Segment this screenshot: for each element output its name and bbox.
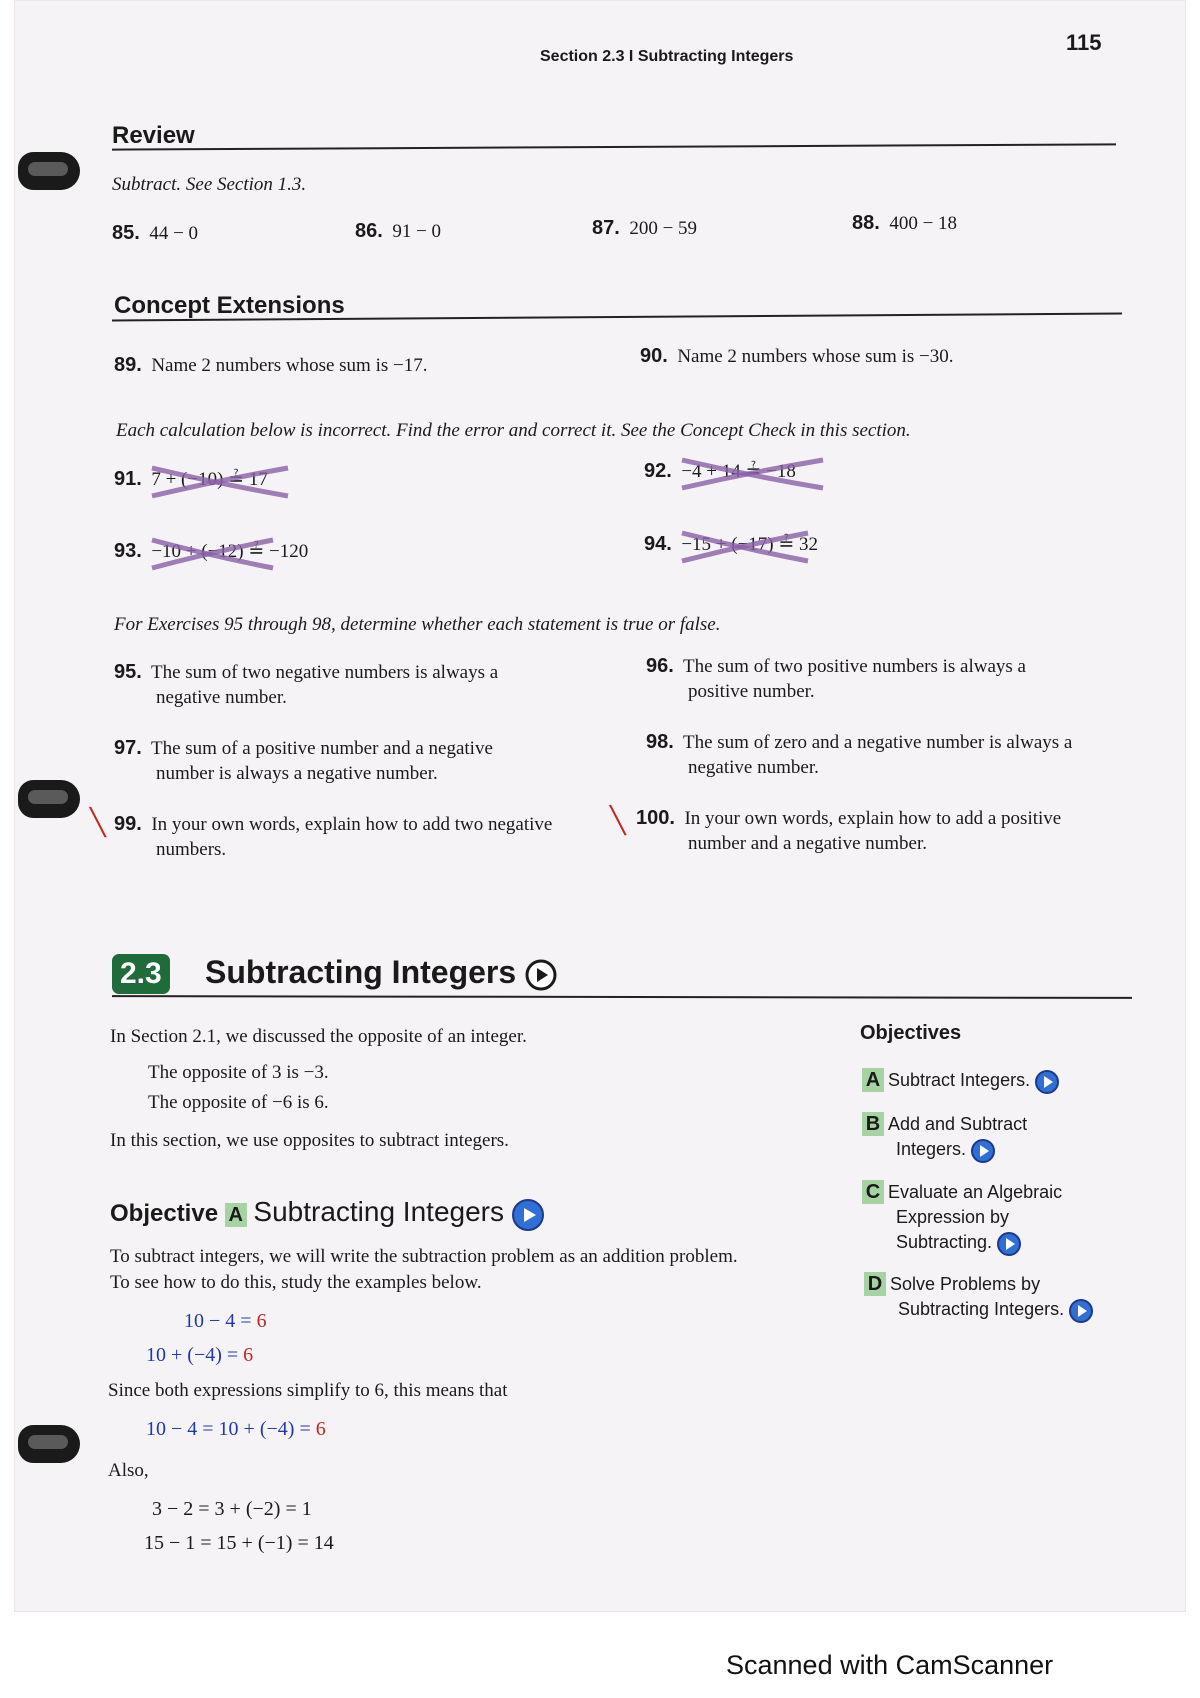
- exercise-91: 91. 7 + (−10) ≟ 17: [114, 468, 268, 490]
- play-video-icon[interactable]: [1034, 1069, 1060, 1095]
- objectives-heading: Objectives: [860, 1022, 962, 1044]
- writing-pencil-icon: ╲: [610, 806, 626, 835]
- intro-text: In Section 2.1, we discussed the opposite of an integer.: [110, 1026, 527, 1047]
- binder-clip-bottom: [18, 1425, 80, 1463]
- example-equation-1: 10 − 4 = 6: [184, 1310, 267, 1332]
- objective-item-b: B Add and Subtract Integers.: [862, 1112, 1027, 1164]
- binder-clip-top: [18, 152, 80, 190]
- cross-out-mark-91: [150, 462, 290, 502]
- objective-a-heading: Objective A Subtracting Integers: [110, 1196, 545, 1232]
- play-video-icon[interactable]: [511, 1198, 545, 1232]
- review-item-87: 87. 200 − 59: [592, 217, 698, 239]
- paragraph-line-2: To see how to do this, study the examples below.: [110, 1272, 482, 1293]
- since-text: Since both expressions simplify to 6, this means that: [108, 1380, 508, 1401]
- page-number: 115: [1066, 30, 1102, 55]
- running-header: Section 2.3 I Subtracting Integers: [540, 48, 794, 65]
- paragraph-line-1: To subtract integers, we will write the subtraction problem as an addition problem.: [110, 1246, 738, 1267]
- use-opposites-text: In this section, we use opposites to subtract integers.: [110, 1130, 509, 1151]
- writing-pencil-icon: ╲: [90, 808, 106, 837]
- opposite-example-1: The opposite of 3 is −3.: [148, 1062, 329, 1083]
- review-heading: Review: [112, 122, 195, 149]
- opposite-example-2: The opposite of −6 is 6.: [148, 1092, 329, 1113]
- also-text: Also,: [108, 1460, 149, 1481]
- exercise-94: 94. −15 + (−17) ≟ 32: [644, 533, 819, 555]
- cross-out-mark-92: [680, 454, 825, 494]
- camscanner-watermark: Scanned with CamScanner: [726, 1650, 1054, 1680]
- cross-out-mark-94: [680, 527, 810, 567]
- exercise-98: 98. The sum of zero and a negative number is always a negative number.: [646, 731, 1073, 778]
- example-equation-3: 10 − 4 = 10 + (−4) = 6: [146, 1418, 326, 1440]
- exercise-100: 100. In your own words, explain how to add a positive number and a negative number.: [636, 807, 1062, 854]
- play-video-icon[interactable]: [996, 1231, 1022, 1257]
- objective-item-c: C Evaluate an Algebraic Expression by Subtracting.: [862, 1180, 1062, 1257]
- review-item-88: 88. 400 − 18: [852, 212, 958, 234]
- example-equation-4: 3 − 2 = 3 + (−2) = 1: [152, 1498, 312, 1520]
- review-item-86: 86. 91 − 0: [355, 220, 442, 242]
- play-video-icon[interactable]: [525, 959, 557, 991]
- section-title: Subtracting Integers: [205, 954, 557, 991]
- exercise-90: 90. Name 2 numbers whose sum is −30.: [640, 345, 954, 367]
- concept-extensions-heading: Concept Extensions: [114, 292, 345, 319]
- play-video-icon[interactable]: [1068, 1298, 1094, 1324]
- example-equation-2: 10 + (−4) = 6: [146, 1344, 254, 1366]
- exercise-91-lhs: 7 + (−10): [151, 469, 224, 490]
- objective-item-d: D Solve Problems by Subtracting Integers.: [864, 1272, 1094, 1324]
- review-instructions: Subtract. See Section 1.3.: [112, 174, 307, 195]
- exercise-92: 92. −4 + 14 ≟ −18: [644, 460, 796, 482]
- true-false-instructions: For Exercises 95 through 98, determine whether each statement is true or false.: [114, 614, 721, 635]
- section-number-badge: 2.3: [112, 954, 170, 994]
- exercise-99: 99. In your own words, explain how to add two negative numbers.: [114, 813, 553, 860]
- example-equation-5: 15 − 1 = 15 + (−1) = 14: [144, 1532, 334, 1554]
- exercise-89: 89. Name 2 numbers whose sum is −17.: [114, 354, 428, 376]
- review-item-85: 85. 44 − 0: [112, 222, 199, 244]
- play-video-icon[interactable]: [970, 1138, 996, 1164]
- cross-out-mark-93: [150, 534, 275, 574]
- binder-clip-middle: [18, 780, 80, 818]
- error-instructions: Each calculation below is incorrect. Find the error and correct it. See the Concept Check in this section.: [116, 420, 911, 441]
- exercise-93: 93. −10 + (−12) ≟ −120: [114, 540, 309, 562]
- exercise-97: 97. The sum of a positive number and a negative number is always a negative number.: [114, 737, 493, 784]
- exercise-96: 96. The sum of two positive numbers is always a positive number.: [646, 655, 1026, 702]
- exercise-95: 95. The sum of two negative numbers is always a negative number.: [114, 661, 499, 708]
- objective-item-a: A Subtract Integers.: [862, 1068, 1060, 1095]
